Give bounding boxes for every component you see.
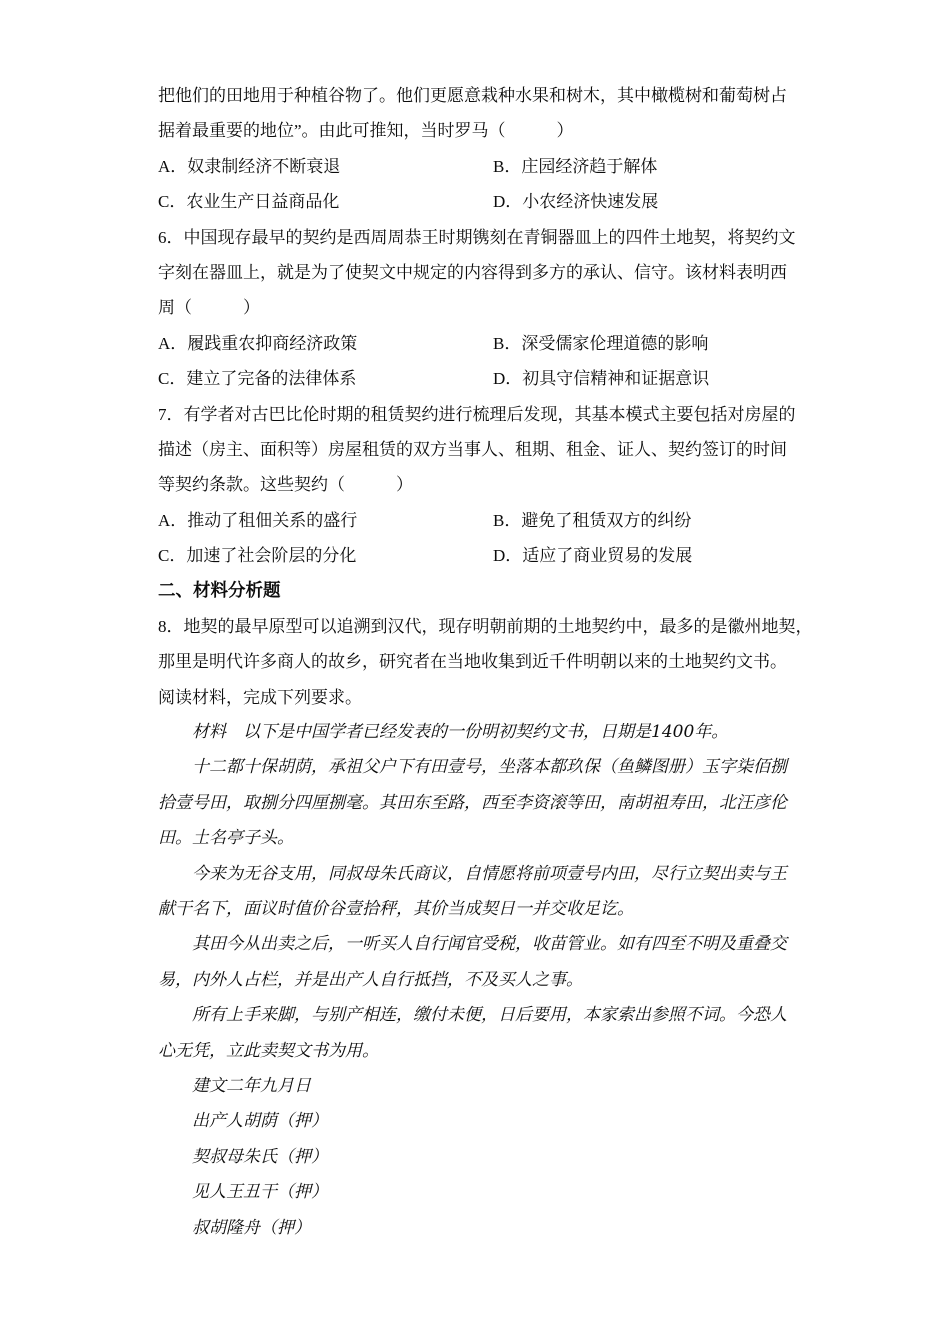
- question-stem-line: 字刻在器皿上，就是为了使契文中规定的内容得到多方的承认、信守。该材料表明西: [158, 262, 787, 282]
- material-line: 其田今从出卖之后，一听买人自行闻官受税，收苗管业。如有四至不明及重叠交: [192, 934, 787, 955]
- material-line: 十二都十保胡荫，承祖父户下有田壹号，坐落本都玖保（鱼鳞图册）玉字柒佰捌: [192, 757, 787, 778]
- material-line: 建文二年九月日: [192, 1075, 311, 1096]
- option-b: B．避免了租赁双方的纠纷: [493, 510, 692, 530]
- section-heading: 二、材料分析题: [158, 580, 281, 601]
- material-line: 材料 以下是中国学者已经发表的一份明初契约文书，日期是1400年。: [192, 722, 729, 743]
- option-b: B．深受儒家伦理道德的影响: [493, 333, 709, 353]
- question-stem-line: 周（ ）: [158, 298, 260, 318]
- option-d: D．小农经济快速发展: [493, 192, 659, 212]
- question-stem-line: 8．地契的最早原型可以追溯到汉代，现存明朝前期的土地契约中，最多的是徽州地契，: [158, 616, 813, 636]
- material-line: 拾壹号田，取捌分四厘捌毫。其田东至路，西至李资滚等田，南胡祖寿田，北汪彦伦: [158, 792, 787, 813]
- option-c: C．建立了完备的法律体系: [158, 369, 357, 389]
- question-stem-line: 等契约条款。这些契约（ ）: [158, 475, 413, 495]
- material-line: 心无凭，立此卖契文书为用。: [158, 1040, 379, 1061]
- option-row: [158, 326, 818, 361]
- signature-line: 出产人胡荫（押）: [192, 1111, 328, 1132]
- option-row: [158, 361, 818, 396]
- option-a: A．履践重农抑商经济政策: [158, 333, 358, 353]
- question-stem-line: 那里是明代许多商人的故乡，研究者在当地收集到近千件明朝以来的土地契约文书。: [158, 652, 787, 672]
- question-stem-line: 阅读材料，完成下列要求。: [158, 687, 362, 707]
- exam-content: [158, 78, 818, 1246]
- material-line: 易，内外人占栏，并是出产人自行抵挡，不及买人之事。: [158, 969, 583, 990]
- question-stem-line: 描述（房主、面积等）房屋租赁的双方当事人、租期、租金、证人、契约签订的时间: [158, 439, 787, 459]
- signature-line: 见人王丑干（押）: [192, 1182, 328, 1203]
- option-d: D．适应了商业贸易的发展: [493, 546, 693, 566]
- option-a: A．奴隶制经济不断衰退: [158, 156, 341, 176]
- option-c: C．农业生产日益商品化: [158, 192, 340, 212]
- signature-line: 契叔母朱氏（押）: [192, 1146, 328, 1167]
- option-row: [158, 184, 818, 219]
- question-stem-line: 据着最重要的地位”。由此可推知，当时罗马（ ）: [158, 121, 574, 141]
- question-stem-line: 7．有学者对古巴比伦时期的租赁契约进行梳理后发现，其基本模式主要包括对房屋的: [158, 404, 796, 424]
- question-stem-line: 把他们的田地用于种植谷物了。他们更愿意栽种水果和树木，其中橄榄树和葡萄树占: [158, 86, 787, 105]
- option-row: [158, 503, 818, 538]
- option-row: [158, 149, 818, 184]
- material-line: 所有上手来脚，与别产相连，缴付未便，日后要用，本家索出参照不词。今恐人: [192, 1005, 787, 1026]
- option-b: B．庄园经济趋于解体: [493, 156, 658, 176]
- option-row: [158, 538, 818, 573]
- option-a: A．推动了租佃关系的盛行: [158, 510, 358, 530]
- signature-line: 叔胡隆舟（押）: [192, 1217, 311, 1238]
- material-line: 今来为无谷支用，同叔母朱氏商议，自情愿将前项壹号内田，尽行立契出卖与王: [192, 863, 787, 884]
- material-line: 献干名下，面议时值价谷壹拾秤，其价当成契日一并交收足讫。: [158, 898, 634, 919]
- option-c: C．加速了社会阶层的分化: [158, 546, 357, 566]
- option-d: D．初具守信精神和证据意识: [493, 369, 710, 389]
- material-line: 田。土名亭子头。: [158, 828, 294, 849]
- question-stem-line: 6．中国现存最早的契约是西周周恭王时期镌刻在青铜器皿上的四件土地契，将契约文: [158, 227, 796, 247]
